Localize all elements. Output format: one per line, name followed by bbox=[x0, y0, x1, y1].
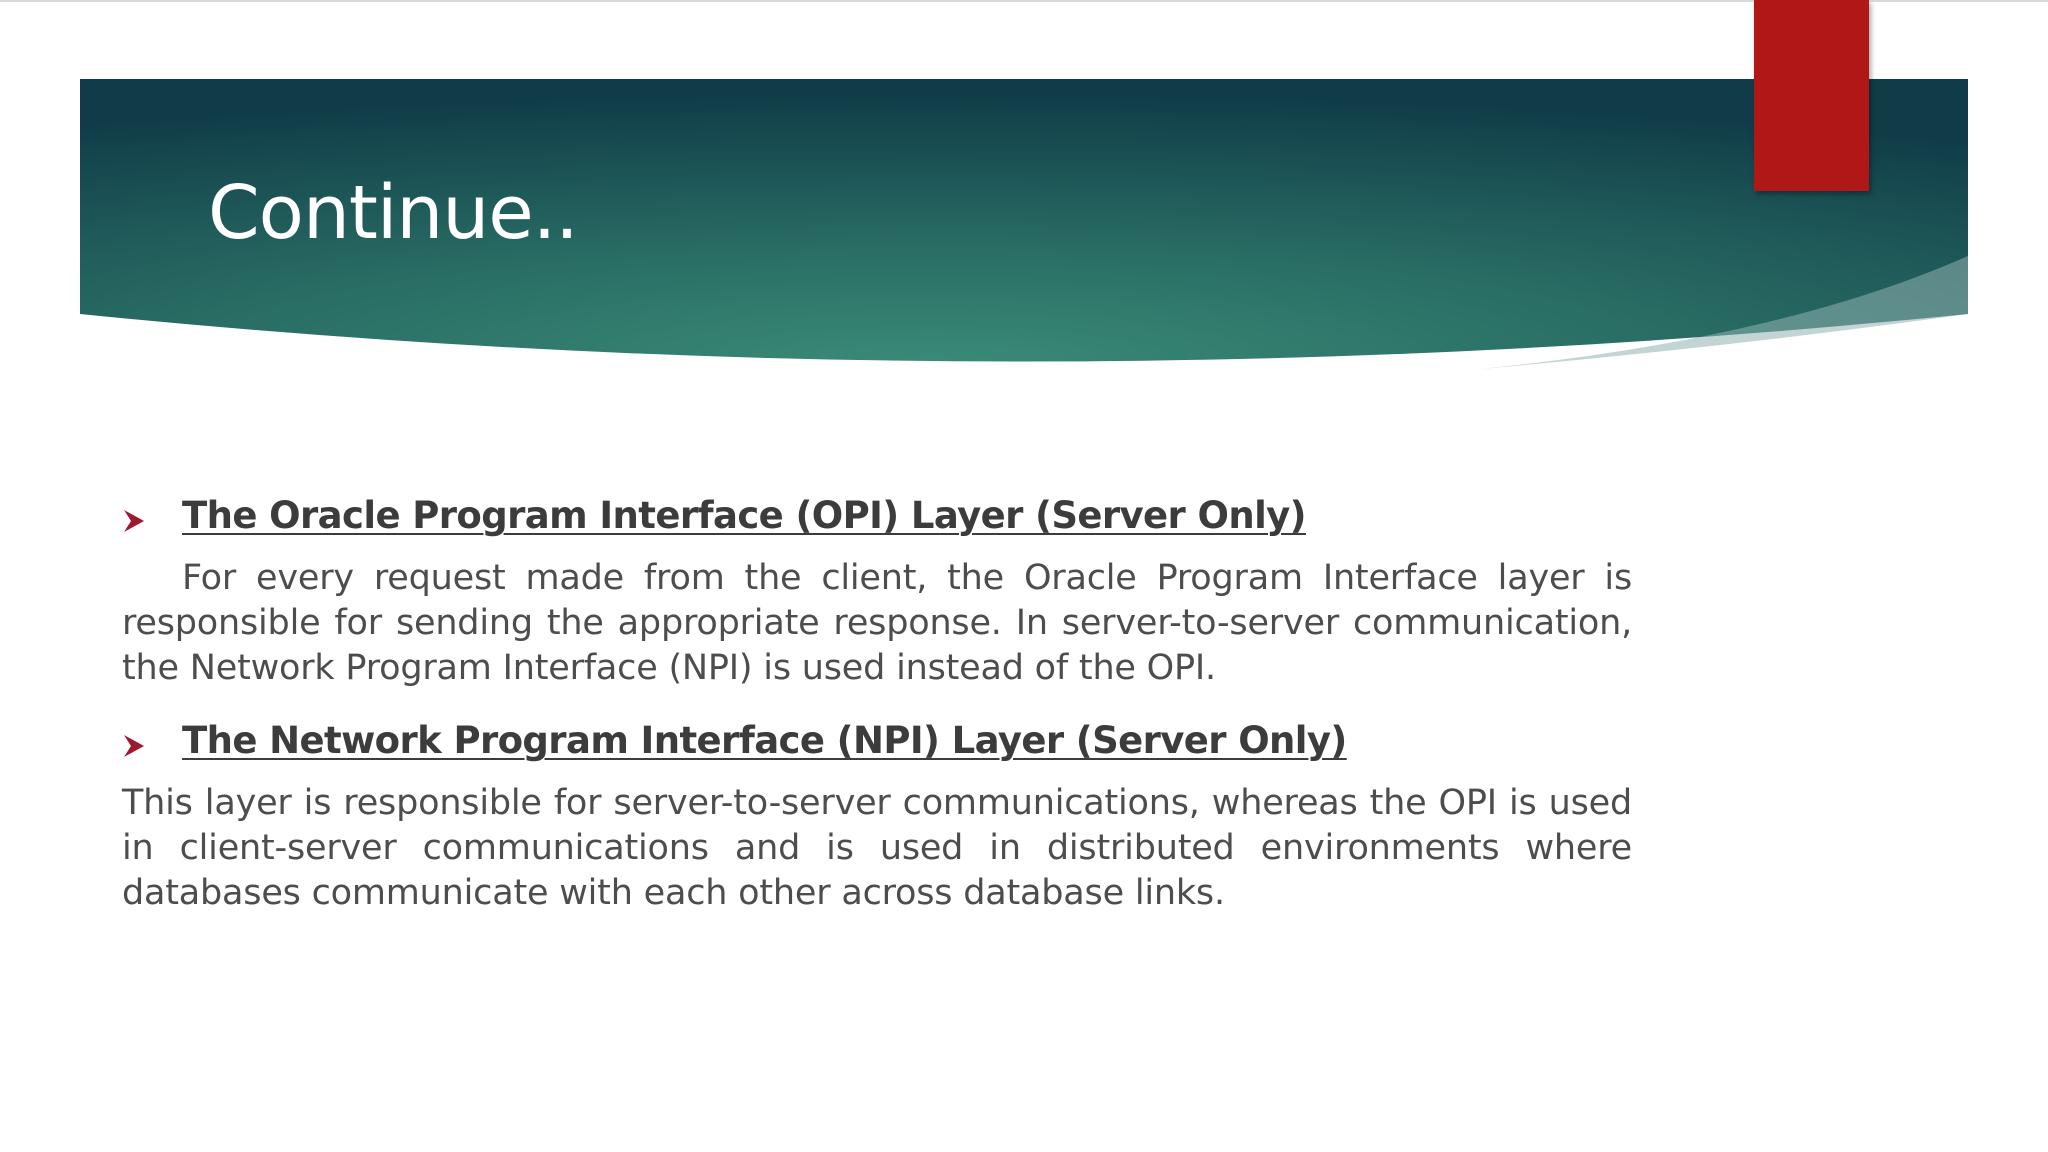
top-divider bbox=[0, 0, 2048, 2]
section-body-opi: For every request made from the client, the Oracle Program Interface layer is responsible for sending the appropriate response. In server-to-server communication, the Network Program Interface (NPI) is used instead of the OPI. bbox=[122, 558, 1632, 688]
section-heading-text: The Network Program Interface (NPI) Layer (Server Only) bbox=[182, 719, 1347, 762]
content-area bbox=[122, 488, 1632, 916]
section-heading-text: The Oracle Program Interface (OPI) Layer (Server Only) bbox=[182, 494, 1306, 537]
red-accent-tab bbox=[1754, 0, 1869, 191]
arrow-bullet-icon bbox=[122, 506, 146, 536]
section-heading-opi bbox=[122, 488, 1632, 556]
arrow-bullet-icon bbox=[122, 731, 146, 761]
section-body-npi: This layer is responsible for server-to-server communications, whereas the OPI is used in client-server communications and is used in distributed environments where databases communicate with each other across database links. bbox=[122, 783, 1632, 913]
section-heading-npi bbox=[122, 713, 1632, 781]
slide-title: Continue.. bbox=[208, 170, 578, 256]
